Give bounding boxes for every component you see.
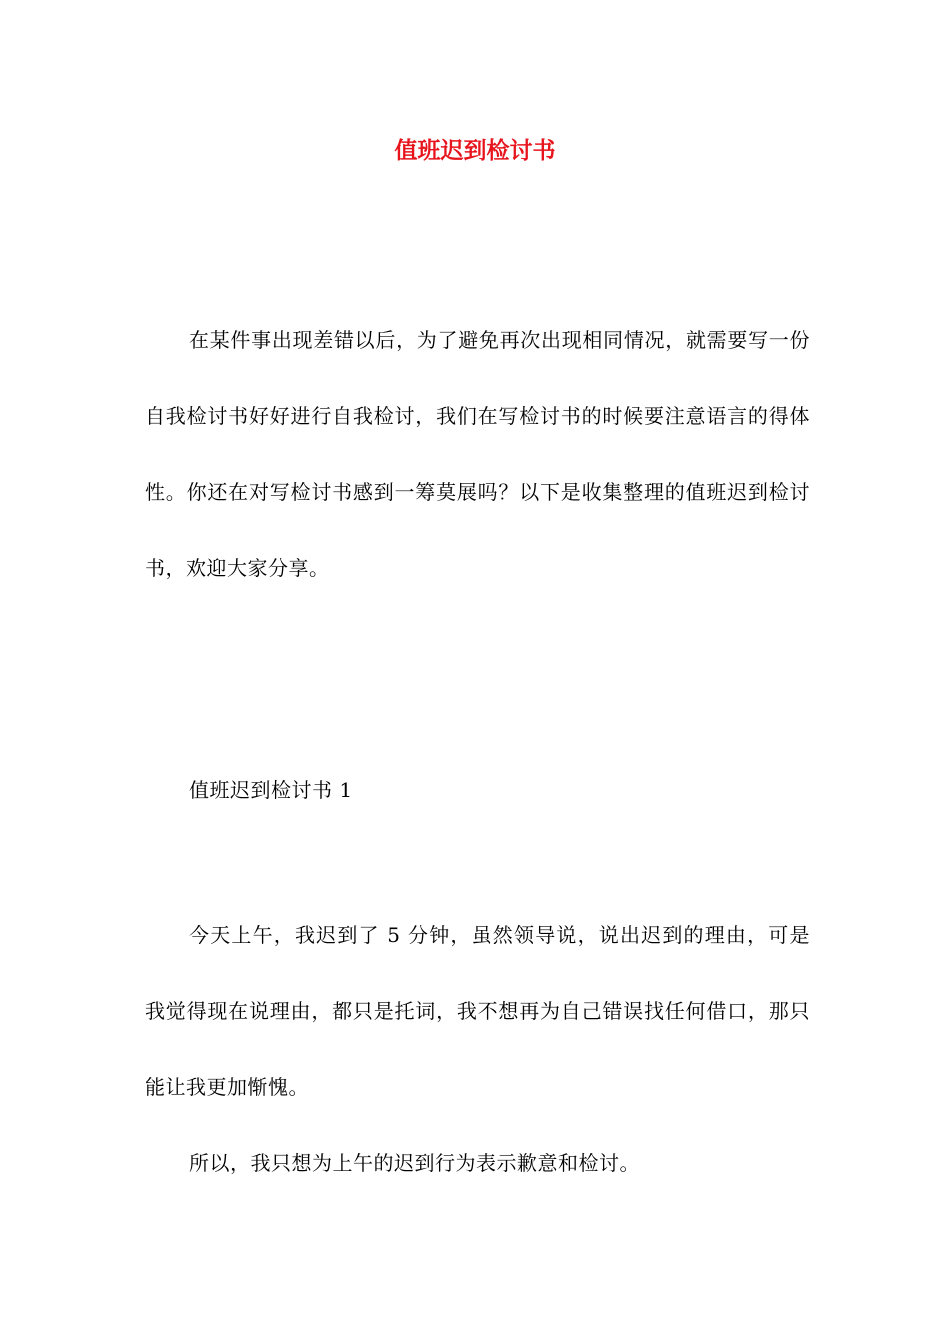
body-paragraph-1: 今天上午，我迟到了 5 分钟，虽然领导说，说出迟到的理由，可是我觉得现在说理由，都只是托词，我不想再为自己错误找任何借口，那只能让我更加惭愧。 [145, 923, 810, 1099]
body-paragraph-2: 所以，我只想为上午的迟到行为表示歉意和检讨。 [189, 1151, 640, 1175]
document-title: 值班迟到检讨书 [394, 138, 556, 164]
intro-paragraph: 在某件事出现差错以后，为了避免再次出现相同情况，就需要写一份自我检讨书好好进行自我检讨，我们在写检讨书的时候要注意语言的得体性。你还在对写检讨书感到一筹莫展吗？以下是收集整理的值班迟到检讨书，欢迎大家分享。 [145, 328, 810, 580]
section-heading: 值班迟到检讨书 1 [189, 778, 353, 802]
